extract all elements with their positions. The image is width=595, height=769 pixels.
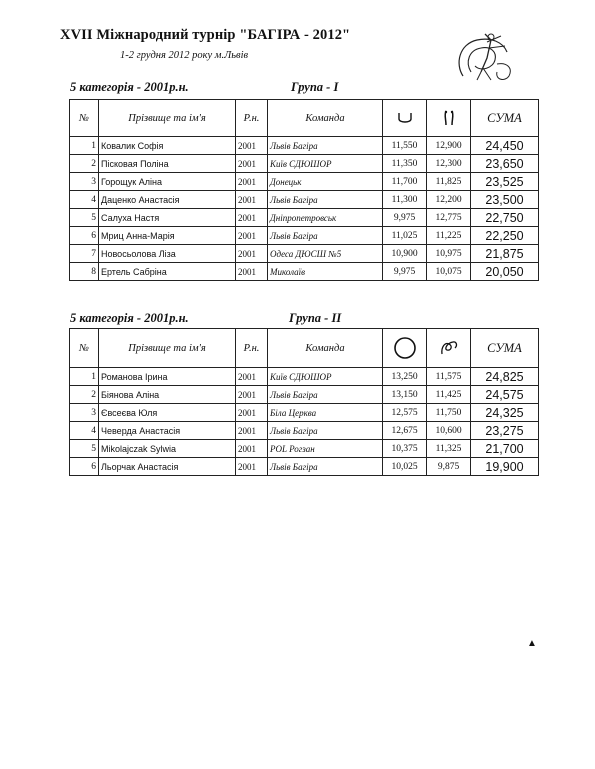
athlete-name: Мриц Анна-Марія [99, 227, 236, 245]
birth-year: 2001 [236, 458, 268, 476]
team: Біла Церква [268, 404, 383, 422]
score-apparatus-2: 11,425 [427, 386, 471, 404]
total-score: 23,275 [471, 422, 539, 440]
team: Львів Багіра [268, 386, 383, 404]
team: Львів Багіра [268, 458, 383, 476]
table-row [70, 422, 539, 440]
birth-year: 2001 [236, 173, 268, 191]
ball-icon [397, 110, 413, 126]
results-table-group-1 [69, 99, 539, 281]
table-row [70, 458, 539, 476]
rank: 8 [70, 263, 99, 281]
birth-year: 2001 [236, 155, 268, 173]
birth-year: 2001 [236, 263, 268, 281]
score-apparatus-1: 10,900 [383, 245, 427, 263]
table-row [70, 404, 539, 422]
team: Одеса ДЮСШ №5 [268, 245, 383, 263]
header-year: Р.н. [236, 100, 268, 137]
athlete-name: Горощук Аліна [99, 173, 236, 191]
score-apparatus-2: 10,075 [427, 263, 471, 281]
score-apparatus-1: 9,975 [383, 263, 427, 281]
rank: 3 [70, 404, 99, 422]
score-apparatus-1: 9,975 [383, 209, 427, 227]
event-date-location: 1-2 грудня 2012 року м.Львів [120, 50, 249, 61]
birth-year: 2001 [236, 137, 268, 155]
score-apparatus-2: 11,750 [427, 404, 471, 422]
score-apparatus-1: 13,250 [383, 368, 427, 386]
header-apparatus-2 [427, 329, 471, 368]
team: POL Рогзан [268, 440, 383, 458]
athlete-name: Чеверда Анастасія [99, 422, 236, 440]
score-apparatus-1: 11,700 [383, 173, 427, 191]
score-apparatus-2: 11,825 [427, 173, 471, 191]
score-apparatus-1: 10,375 [383, 440, 427, 458]
group-label-1: Група - I [291, 80, 339, 94]
ribbon-icon [439, 339, 459, 357]
birth-year: 2001 [236, 245, 268, 263]
total-score: 23,500 [471, 191, 539, 209]
team: Львів Багіра [268, 227, 383, 245]
birth-year: 2001 [236, 404, 268, 422]
total-score: 20,050 [471, 263, 539, 281]
rank: 6 [70, 458, 99, 476]
total-score: 23,650 [471, 155, 539, 173]
team: Львів Багіра [268, 422, 383, 440]
group-label-2: Група - II [289, 311, 342, 325]
table-row [70, 440, 539, 458]
score-apparatus-1: 10,025 [383, 458, 427, 476]
score-apparatus-2: 12,300 [427, 155, 471, 173]
birth-year: 2001 [236, 227, 268, 245]
score-apparatus-1: 11,025 [383, 227, 427, 245]
clubs-icon [441, 109, 457, 127]
total-score: 22,250 [471, 227, 539, 245]
header-apparatus-2 [427, 100, 471, 137]
birth-year: 2001 [236, 422, 268, 440]
rank: 1 [70, 137, 99, 155]
score-apparatus-1: 11,350 [383, 155, 427, 173]
header-team: Команда [268, 100, 383, 137]
table-row [70, 245, 539, 263]
category-label-2: 5 категорія - 2001р.н. [70, 311, 189, 325]
team: Львів Багіра [268, 191, 383, 209]
category-label-1: 5 категорія - 2001р.н. [70, 80, 189, 94]
athlete-name: Льорчак Анастасія [99, 458, 236, 476]
total-score: 21,700 [471, 440, 539, 458]
header-apparatus-1 [383, 329, 427, 368]
header-sum: СУМА [471, 100, 539, 137]
score-apparatus-2: 10,975 [427, 245, 471, 263]
total-score: 19,900 [471, 458, 539, 476]
score-apparatus-2: 12,200 [427, 191, 471, 209]
page-title: XVII Міжнародний турнір "БАГІРА - 2012" [60, 27, 351, 43]
athlete-name: Ковалик Софія [99, 137, 236, 155]
team: Дніпропетровськ [268, 209, 383, 227]
athlete-name: Ертель Сабріна [99, 263, 236, 281]
score-apparatus-2: 11,575 [427, 368, 471, 386]
header-apparatus-1 [383, 100, 427, 137]
table-row [70, 386, 539, 404]
score-apparatus-2: 12,900 [427, 137, 471, 155]
rank: 5 [70, 209, 99, 227]
table-row [70, 137, 539, 155]
table-row [70, 173, 539, 191]
table-row [70, 263, 539, 281]
athlete-name: Романова Ірина [99, 368, 236, 386]
score-apparatus-1: 11,550 [383, 137, 427, 155]
total-score: 21,875 [471, 245, 539, 263]
header-team: Команда [268, 329, 383, 368]
score-apparatus-2: 12,775 [427, 209, 471, 227]
total-score: 23,525 [471, 173, 539, 191]
team: Київ СДЮШОР [268, 368, 383, 386]
rank: 2 [70, 155, 99, 173]
score-apparatus-2: 9,875 [427, 458, 471, 476]
athlete-name: Даценко Анастасія [99, 191, 236, 209]
team: Миколаїв [268, 263, 383, 281]
header-sum: СУМА [471, 329, 539, 368]
birth-year: 2001 [236, 209, 268, 227]
score-apparatus-1: 12,575 [383, 404, 427, 422]
rank: 4 [70, 422, 99, 440]
header-no: № [70, 100, 99, 137]
rank: 3 [70, 173, 99, 191]
team: Київ СДЮШОР [268, 155, 383, 173]
hoop-icon [393, 336, 417, 360]
team: Львів Багіра [268, 137, 383, 155]
header-name: Прізвище та ім'я [99, 329, 236, 368]
athlete-name: Євсеєва Юля [99, 404, 236, 422]
rank: 5 [70, 440, 99, 458]
athlete-name: Новосьолова Ліза [99, 245, 236, 263]
total-score: 24,825 [471, 368, 539, 386]
rank: 1 [70, 368, 99, 386]
total-score: 24,325 [471, 404, 539, 422]
total-score: 24,575 [471, 386, 539, 404]
athlete-name: Пісковая Поліна [99, 155, 236, 173]
athlete-name: Салуха Настя [99, 209, 236, 227]
table-row [70, 191, 539, 209]
rank: 2 [70, 386, 99, 404]
total-score: 22,750 [471, 209, 539, 227]
header-no: № [70, 329, 99, 368]
score-apparatus-2: 11,325 [427, 440, 471, 458]
bagira-logo-icon [451, 28, 521, 84]
rank: 7 [70, 245, 99, 263]
scan-mark: ▲ [527, 638, 537, 649]
score-apparatus-1: 12,675 [383, 422, 427, 440]
table-row [70, 209, 539, 227]
header-name: Прізвище та ім'я [99, 100, 236, 137]
table-row [70, 368, 539, 386]
birth-year: 2001 [236, 440, 268, 458]
score-apparatus-2: 11,225 [427, 227, 471, 245]
team: Донецьк [268, 173, 383, 191]
results-table-group-2 [69, 328, 539, 476]
table-row [70, 155, 539, 173]
rank: 4 [70, 191, 99, 209]
score-apparatus-2: 10,600 [427, 422, 471, 440]
athlete-name: Mikolajczak Sylwia [99, 440, 236, 458]
header-year: Р.н. [236, 329, 268, 368]
birth-year: 2001 [236, 368, 268, 386]
score-apparatus-1: 13,150 [383, 386, 427, 404]
athlete-name: Біянова Аліна [99, 386, 236, 404]
table-row [70, 227, 539, 245]
birth-year: 2001 [236, 386, 268, 404]
total-score: 24,450 [471, 137, 539, 155]
birth-year: 2001 [236, 191, 268, 209]
rank: 6 [70, 227, 99, 245]
score-apparatus-1: 11,300 [383, 191, 427, 209]
